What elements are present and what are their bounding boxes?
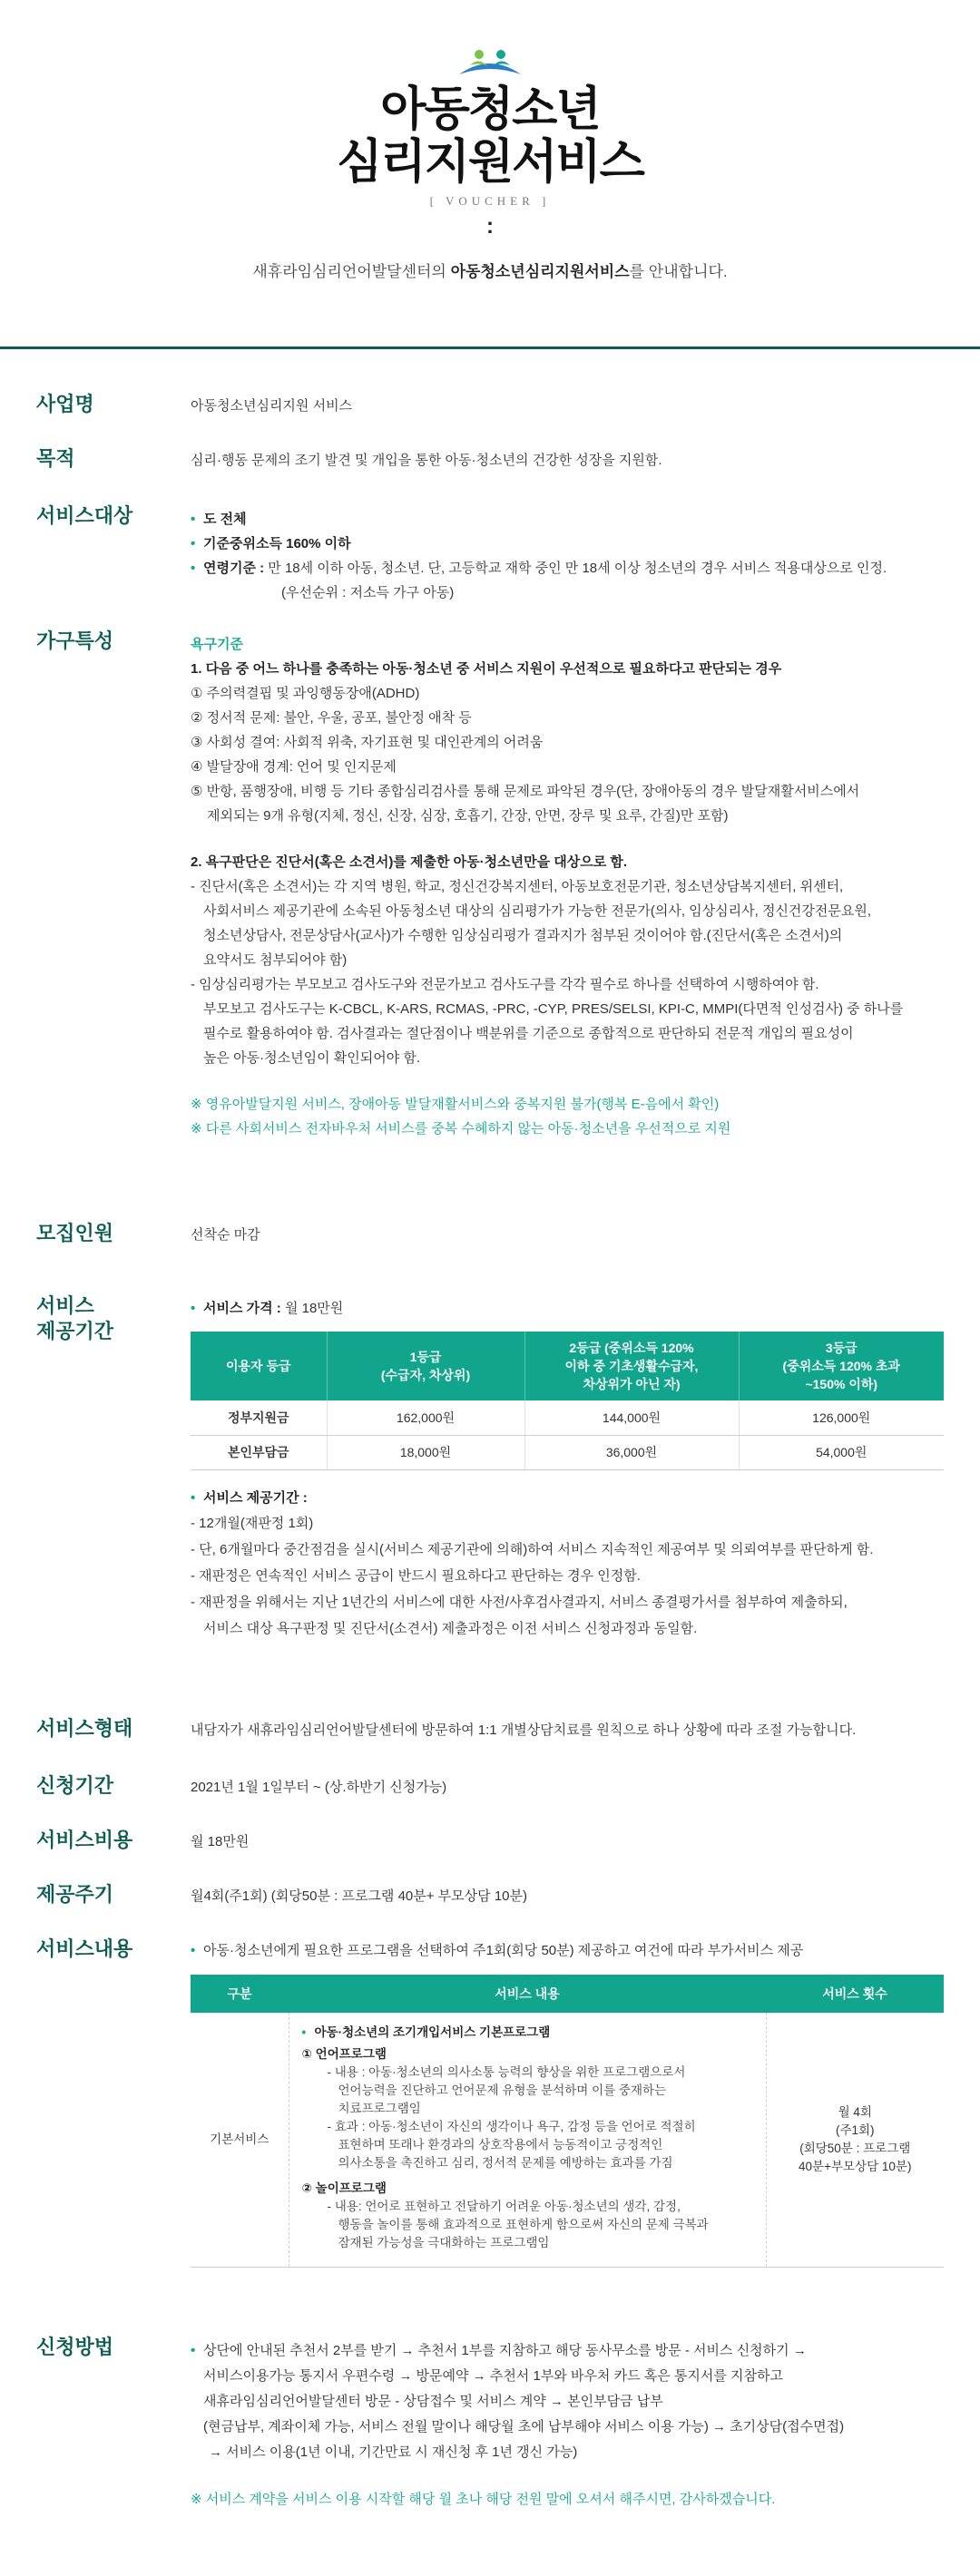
criteria-item: ③ 사회성 결여: 사회적 위축, 자기표현 및 대인관계의 어려움 bbox=[191, 735, 544, 750]
table-cell: 54,000원 bbox=[739, 1435, 944, 1469]
section-text: 심리·행동 문제의 조기 발견 및 개입을 통한 아동·청소년의 건강한 성장을 지원함. bbox=[191, 453, 662, 468]
section-text: 선착순 마감 bbox=[191, 1227, 260, 1243]
target-item: • 도 전체 bbox=[191, 507, 980, 532]
program-line: 행동을 놀이를 통해 효과적으로 표현하게 함으로써 자신의 문제 극복과 bbox=[338, 2218, 709, 2231]
program-1-title: ① 언어프로그램 bbox=[301, 2047, 387, 2061]
table-header-cell: 1등급 (수급자, 차상위) bbox=[327, 1332, 524, 1400]
target-item: • 연령기준 : 만 18세 이하 아동, 청소년. 단, 고등학교 재학 중인 만 18세 이상 청소년의 경우 서비스 적용대상으로 인정. bbox=[191, 556, 980, 581]
section-text: 2021년 1월 1일부터 ~ (상.하반기 신청가능) bbox=[191, 1780, 447, 1795]
table-cell: 144,000원 bbox=[524, 1400, 739, 1435]
period-line: - 12개월(재판정 1회) bbox=[191, 1515, 314, 1531]
criteria-2-line: 요약서도 첨부되어야 함) bbox=[203, 952, 348, 968]
target-note: (우선순위 : 저소득 가구 아동) bbox=[281, 585, 455, 600]
voucher-subtitle: [ VOUCHER ] bbox=[429, 194, 551, 208]
period-line: - 단, 6개월마다 중간점검을 실시(서비스 제공기관에 의해)하여 서비스 지속적인 제공여부 및 의뢰여부를 판단하게 함. bbox=[191, 1541, 874, 1557]
criteria-item: ② 정서적 문제: 불안, 우울, 공포, 불안정 애착 등 bbox=[191, 710, 472, 726]
table-header-cell: 2등급 (중위소득 120% 이하 중 기초생활수급자, 차상위가 아닌 자) bbox=[524, 1332, 739, 1400]
method-line: • 상단에 안내된 추천서 2부를 받기 → 추천서 1부를 지참하고 해당 동사무소를 방문 - 서비스 신청하기 → bbox=[191, 2338, 980, 2364]
method-note: ※ 서비스 계약을 서비스 이용 시작할 해당 월 초나 해당 전원 말에 오셔서 해주시면, 감사하겠습니다. bbox=[191, 2492, 776, 2507]
price-line: • 서비스 가격 : 월 18만원 bbox=[191, 1297, 980, 1321]
period-label: • 서비스 제공기간 : bbox=[191, 1487, 980, 1510]
method-line: 서비스이용가능 통지서 우편수령 → 방문예약 → 추천서 1부와 바우처 카드 혹은 통지서를 지참하고 bbox=[203, 2368, 783, 2384]
program-cell bbox=[289, 2013, 766, 2268]
program-line: - 내용 : 아동·청소년의 의사소통 능력의 향상을 위한 프로그램으로서 bbox=[327, 2065, 686, 2079]
criteria-item: ④ 발달장애 경계: 언어 및 인지문제 bbox=[191, 759, 397, 775]
program-line: 잠재된 가능성을 극대화하는 프로그램임 bbox=[338, 2236, 550, 2249]
section-label: 서비스 제공기간 bbox=[36, 1294, 114, 1342]
price-table-header bbox=[191, 1332, 944, 1400]
table-cell: 18,000원 bbox=[327, 1435, 524, 1469]
section-label: 모집인원 bbox=[36, 1222, 114, 1244]
section-label: 서비스대상 bbox=[36, 504, 133, 527]
intro-text: 새휴라임심리언어발달센터의 아동청소년심리지원서비스를 안내합니다. bbox=[252, 263, 728, 280]
table-header-cell: 이용자 등급 bbox=[191, 1332, 327, 1400]
service-table bbox=[191, 1975, 944, 2268]
criteria-item: ⑤ 반항, 품행장애, 비행 등 기타 종합심리검사를 통해 문제로 파악된 경우(단, 장애아동의 경우 발달재활서비스에서 bbox=[191, 784, 860, 799]
criteria-2-line: - 임상심리평가는 부모보고 검사도구와 전문가보고 검사도구를 각각 필수로 하나를 선택하여 시행하여야 함. bbox=[191, 977, 819, 992]
period-line: - 재판정을 위해서는 지난 1년간의 서비스에 대한 사전/사후검사결과지, 서비스 종결평가서를 첨부하여 제출하되, bbox=[191, 1594, 848, 1610]
service-table-header bbox=[191, 1975, 944, 2013]
method-line: → 서비스 이용(1년 이내, 기간만료 시 재신청 후 1년 갱신 가능) bbox=[209, 2444, 578, 2460]
table-row bbox=[191, 2013, 944, 2268]
logo-people-icon bbox=[456, 47, 524, 82]
program-line: - 내용: 언어로 표현하고 전달하기 어려운 아동·청소년의 생각, 감정, bbox=[327, 2200, 681, 2213]
household-note: ※ 다른 사회서비스 전자바우처 서비스를 중복 수혜하지 않는 아동·청소년을 우선적으로 지원 bbox=[191, 1121, 731, 1137]
section-label: 가구특성 bbox=[36, 629, 114, 652]
criteria-2-line: 부모보고 검사도구는 K-CBCL, K-ARS, RCMAS, -PRC, -CYP, PRES/SELSI, KPI-C, MMPI(다면적 인성검사) 중 하나를 bbox=[203, 1001, 904, 1017]
criteria-2-line: 필수로 활용하여야 함. 검사결과는 절단점이나 백분위를 기준으로 종합적으로 판단하되 전문적 개입의 필요성이 bbox=[203, 1026, 854, 1041]
target-item: • 기준중위소득 160% 이하 bbox=[191, 532, 980, 556]
criteria-2-line: 청소년상담사, 전문상담사(교사)가 수행한 임상심리평가 결과지가 첨부된 것이어야 함.(진단서(혹은 소견서)의 bbox=[203, 928, 843, 943]
criteria-1-title: 1. 다음 중 어느 하나를 충족하는 아동·청소년 중 서비스 지원이 우선적으로 필요하다고 판단되는 경우 bbox=[191, 661, 782, 677]
criteria-2-line: 높은 아동·청소년임이 확인되어야 함. bbox=[203, 1050, 421, 1066]
table-cell: 162,000원 bbox=[327, 1400, 524, 1435]
criteria-2-line: 사회서비스 제공기관에 소속된 아동청소년 대상의 심리평가가 가능한 전문가(의사, 임상심리사, 정신건강전문요원, bbox=[203, 903, 872, 919]
method-line: (현금납부, 계좌이체 가능, 서비스 전월 말이나 해당월 초에 납부해야 서비스 이용 가능) → 초기상담(접수면접) bbox=[203, 2419, 845, 2435]
section-label: 서비스비용 bbox=[36, 1829, 133, 1851]
table-cell: 126,000원 bbox=[739, 1400, 944, 1435]
section-text: 월4회(주1회) (회당50분 : 프로그램 40분+ 부모상담 10분) bbox=[191, 1888, 527, 1904]
table-cell: 본인부담금 bbox=[191, 1435, 327, 1469]
section-label: 목적 bbox=[36, 447, 75, 470]
table-header-cell: 3등급 (중위소득 120% 초과 ~150% 이하) bbox=[739, 1332, 944, 1400]
content-intro: • 아동·청소년에게 필요한 프로그램을 선택하여 주1회(회당 50분) 제공하고 여건에 따라 부가서비스 제공 bbox=[191, 1940, 980, 1962]
method-line: 새휴라임심리언어발달센터 방문 - 상담접수 및 서비스 계약 → 본인부담금 납부 bbox=[203, 2394, 663, 2409]
price-table bbox=[191, 1332, 944, 1470]
criteria-item: ① 주의력결핍 및 과잉행동장애(ADHD) bbox=[191, 686, 420, 701]
program-title: • 아동·청소년의 조기개입서비스 기본프로그램 bbox=[302, 2024, 753, 2042]
section-label: 서비스내용 bbox=[36, 1937, 133, 1960]
table-header-cell: 구분 bbox=[191, 1975, 289, 2013]
table-cell: 36,000원 bbox=[524, 1435, 739, 1469]
hero-header bbox=[0, 0, 980, 348]
section-label: 신청방법 bbox=[36, 2336, 114, 2358]
section-label: 사업명 bbox=[36, 393, 94, 415]
period-line: - 재판정은 연속적인 서비스 공급이 반드시 필요하다고 판단하는 경우 인정함. bbox=[191, 1567, 641, 1584]
header-divider bbox=[0, 346, 980, 349]
table-row bbox=[191, 1400, 944, 1435]
section-label: 제공주기 bbox=[36, 1883, 114, 1906]
section-label: 서비스형태 bbox=[36, 1717, 133, 1740]
colon-divider: : bbox=[486, 214, 494, 239]
criteria-2-line: - 진단서(혹은 소견서)는 각 지역 병원, 학교, 정신건강복지센터, 아동보호전문기관, 청소년상담복지센터, 위센터, bbox=[191, 879, 844, 894]
program-line: 언어능력을 진단하고 언어문제 유형을 분석하며 이를 중재하는 bbox=[338, 2083, 667, 2097]
criteria-item-cont: 제외되는 9개 유형(지체, 정신, 신장, 심장, 호흡기, 간장, 안면, 장루 및 요루, 간질)만 포함) bbox=[207, 808, 729, 824]
household-note: ※ 영유아발달지원 서비스, 장애아동 발달재활서비스와 중복지원 불가(행복 E-음에서 확인) bbox=[191, 1097, 720, 1112]
section-text: 아동청소년심리지원 서비스 bbox=[191, 398, 353, 414]
table-header-cell: 서비스 내용 bbox=[289, 1975, 766, 2013]
section-text: 월 18만원 bbox=[191, 1834, 250, 1849]
row-label-cell: 기본서비스 bbox=[191, 2013, 289, 2268]
table-cell: 정부지원금 bbox=[191, 1400, 327, 1435]
program-2-title: ② 놀이프로그램 bbox=[301, 2181, 387, 2195]
need-criteria-title: 욕구기준 bbox=[191, 637, 243, 652]
program-line: 표현하며 또래나 환경과의 상호작용에서 능동적이고 긍정적인 bbox=[338, 2138, 663, 2152]
table-row bbox=[191, 1435, 944, 1469]
program-line: - 효과 : 아동·청소년이 자신의 생각이나 욕구, 감정 등을 언어로 적절히 bbox=[327, 2120, 696, 2133]
count-cell: 월 4회 (주1회) (회당50분 : 프로그램 40분+부모상담 10분) bbox=[766, 2013, 944, 2268]
program-line: 치료프로그램임 bbox=[338, 2102, 421, 2115]
section-label: 신청기간 bbox=[36, 1774, 114, 1797]
page-title: 아동청소년 심리지원서비스 bbox=[337, 83, 643, 190]
period-line: 서비스 대상 욕구판정 및 진단서(소견서) 제출과정은 이전 서비스 신청과정과 동일함. bbox=[203, 1620, 698, 1636]
criteria-2-title: 2. 욕구판단은 진단서(혹은 소견서)를 제출한 아동·청소년만을 대상으로 함. bbox=[191, 854, 628, 870]
program-line: 의사소통을 촉진하고 심리, 정서적 문제를 예방하는 효과를 가짐 bbox=[338, 2156, 673, 2170]
table-header-cell: 서비스 횟수 bbox=[766, 1975, 944, 2013]
section-text: 내담자가 새휴라임심리언어발달센터에 방문하여 1:1 개별상담치료를 원칙으로 하나 상황에 따라 조절 가능합니다. bbox=[191, 1722, 857, 1738]
